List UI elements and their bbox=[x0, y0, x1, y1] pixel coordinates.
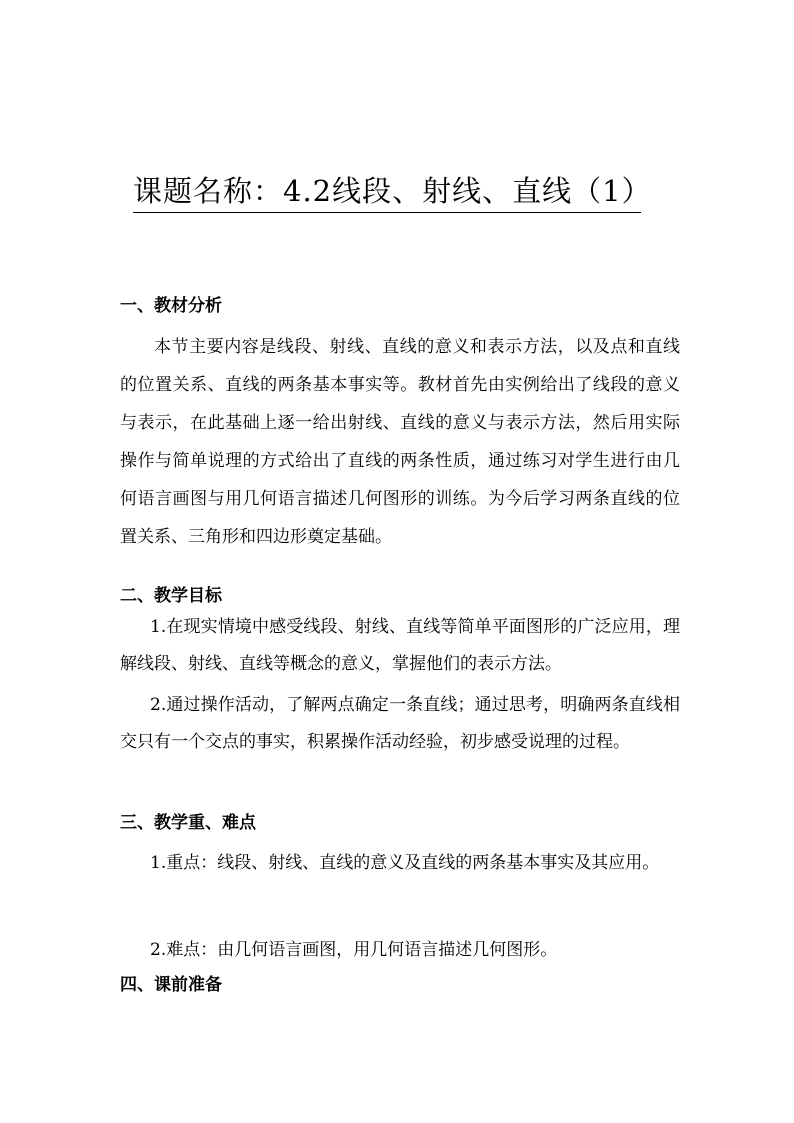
lesson-title: 课题名称：4.2线段、射线、直线（1） bbox=[133, 170, 641, 213]
section-heading-preparation: 四、课前准备 bbox=[120, 975, 222, 995]
textbook-analysis-paragraph: 本节主要内容是线段、射线、直线的意义和表示方法，以及点和直线的位置关系、直线的两条基本事实等。教材首先由实例给出了线段的意义与表示，在此基础上逐一给出射线、直线的意义与表示方法，然后用实际操作与简单说理的方式给出了直线的两条性质，通过练习对学生进行由几何语言画图与用几何语言描述几何图形的训练。为今后学习两条直线的位置关系、三角形和四边形奠定基础。 bbox=[120, 337, 680, 547]
section-heading-textbook-analysis: 一、教材分析 bbox=[120, 296, 222, 316]
teaching-goal-item-2: 2.通过操作活动，了解两点确定一条直线；通过思考，明确两条直线相交只有一个交点的事实，积累操作活动经验，初步感受说理的过程。 bbox=[120, 695, 680, 752]
teaching-goal-item-1: 1.在现实情境中感受线段、射线、直线等简单平面图形的广泛应用，理解线段、射线、直线等概念的意义，掌握他们的表示方法。 bbox=[120, 617, 680, 674]
section-heading-teaching-goals: 二、教学目标 bbox=[120, 586, 222, 606]
key-point-item: 1.重点：线段、射线、直线的意义及直线的两条基本事实及其应用。 bbox=[150, 853, 660, 873]
difficult-point-item: 2.难点：由几何语言画图，用几何语言描述几何图形。 bbox=[150, 940, 558, 960]
section-heading-key-difficult-points: 三、教学重、难点 bbox=[120, 813, 256, 833]
